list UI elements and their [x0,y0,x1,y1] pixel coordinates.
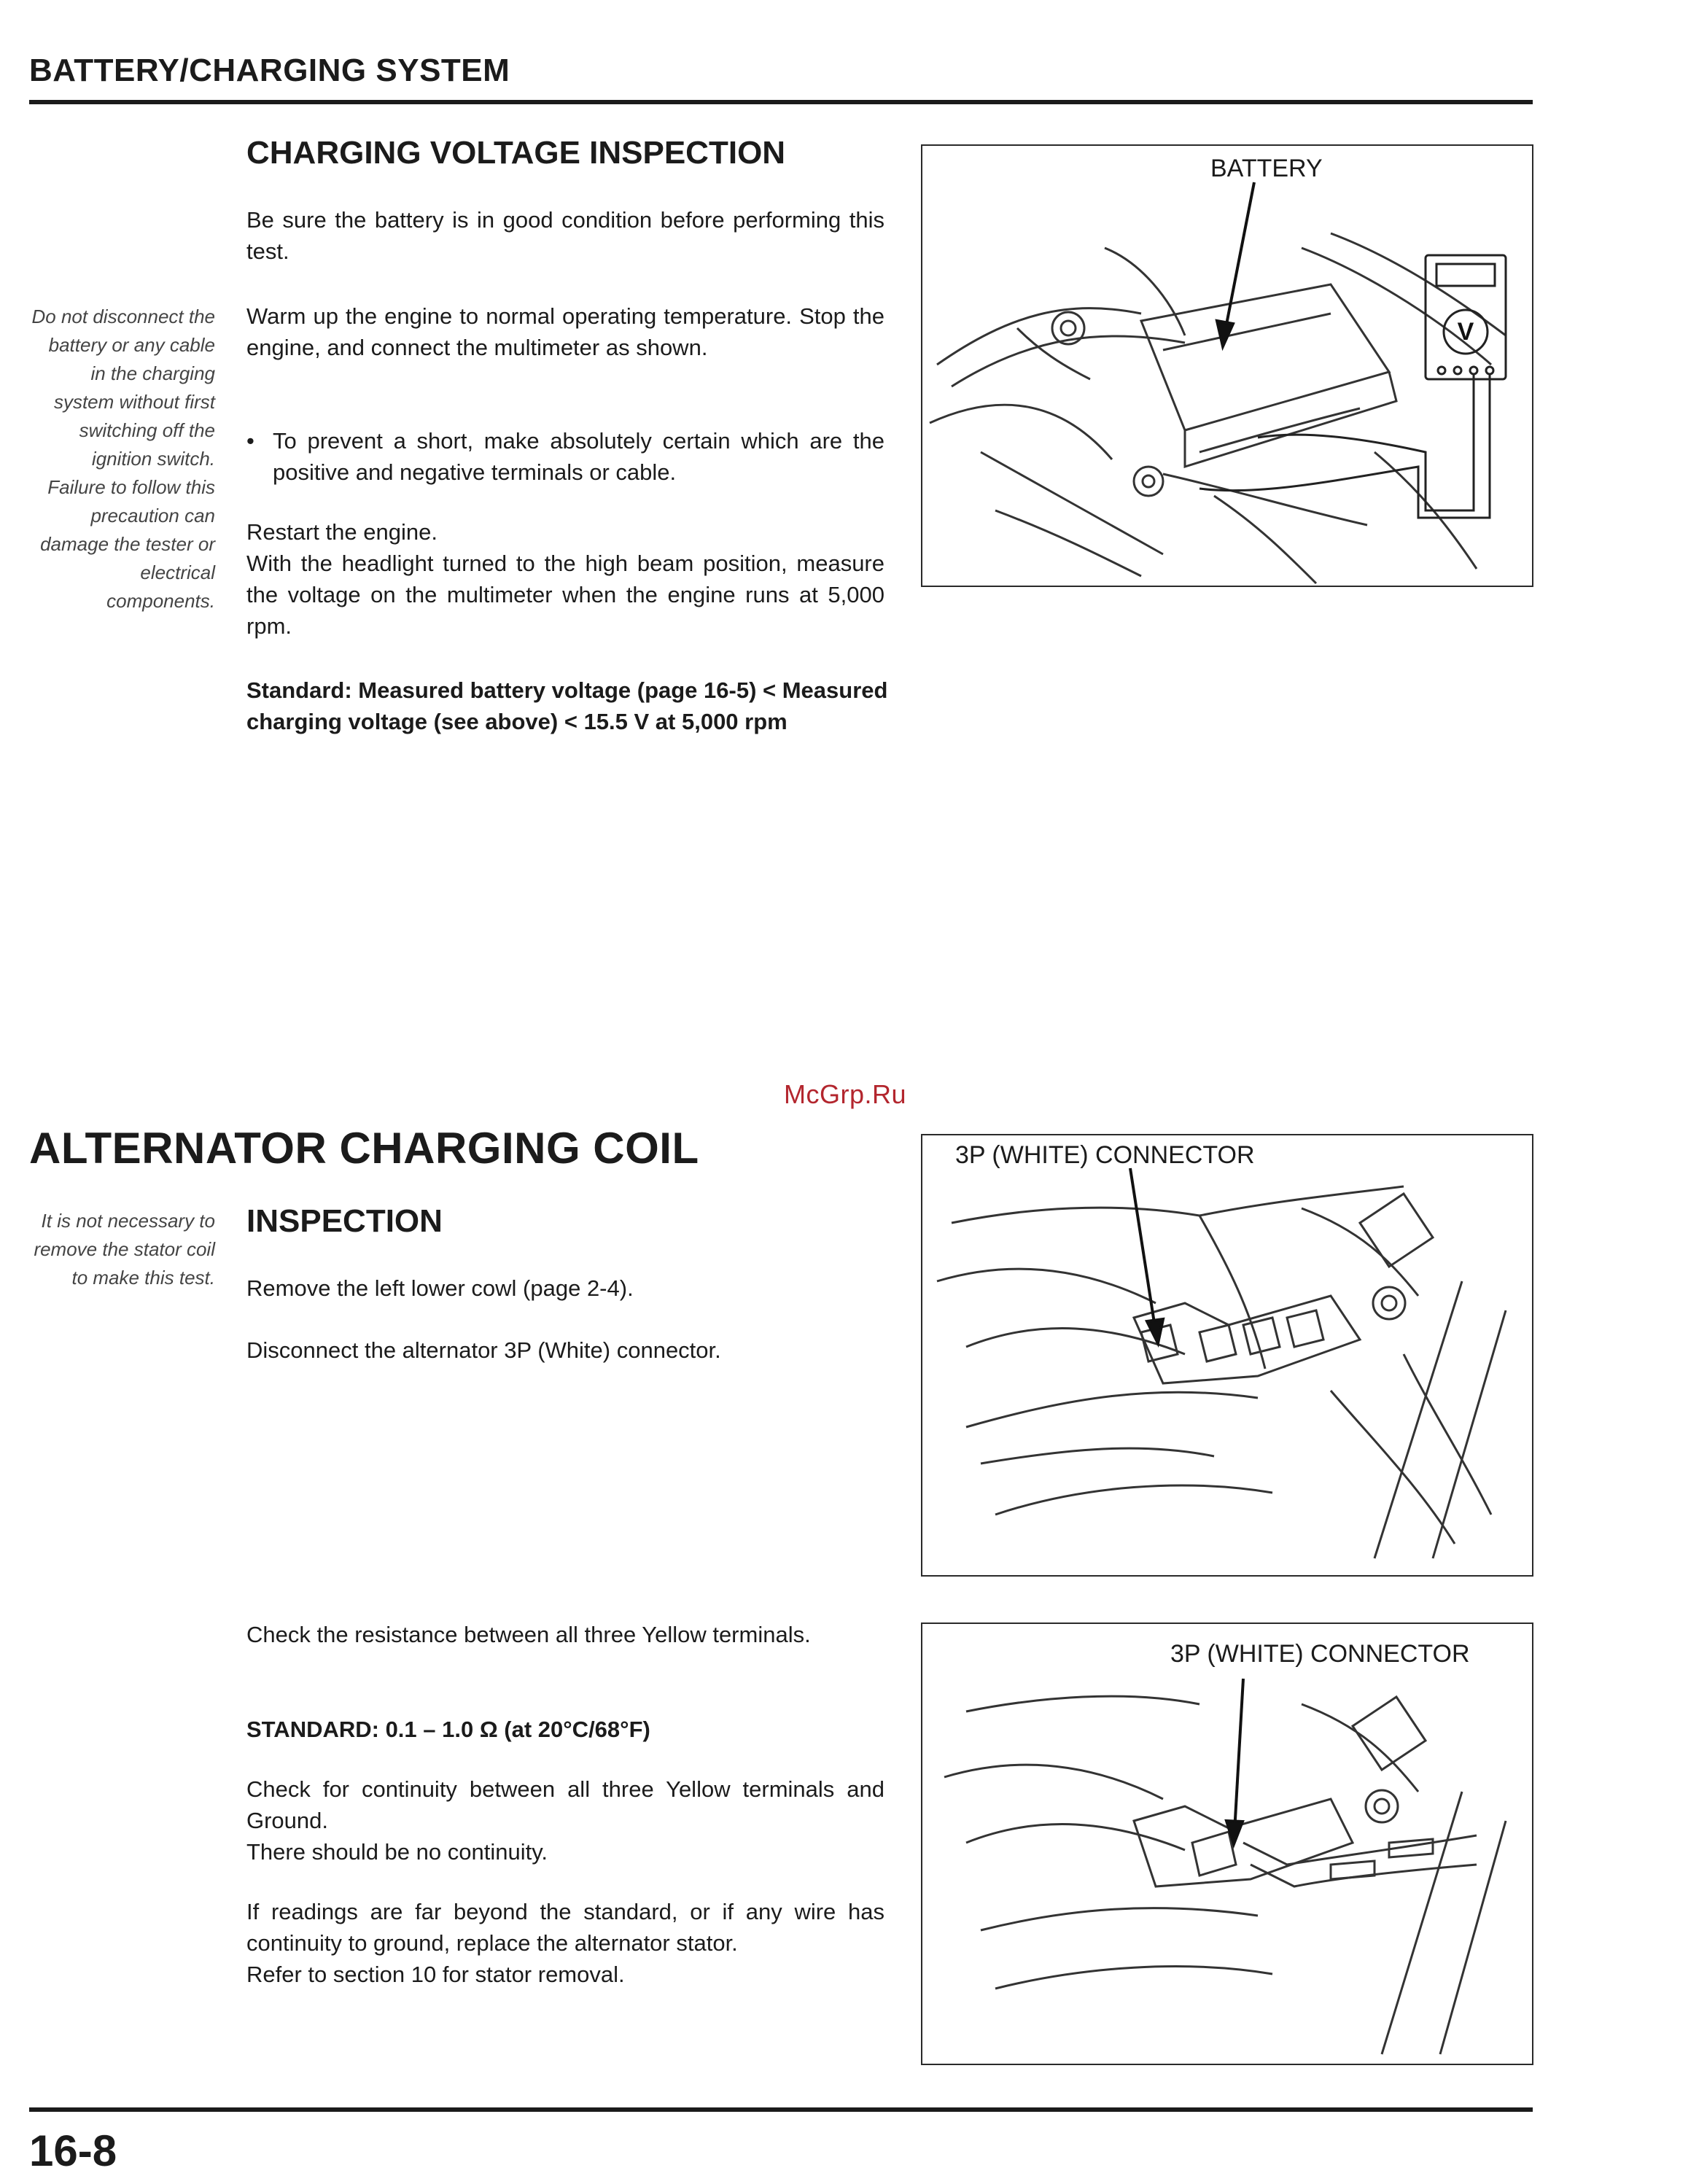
voltage-standard: Standard: Measured battery voltage (page 16-5) < Measured charging voltage (see above) < 15.5 V at 5,000 rpm [246,677,888,734]
section-title-charging-voltage: CHARGING VOLTAGE INSPECTION [246,135,786,171]
battery-illustration [922,146,1532,586]
side-note-disconnect-warning: Do not disconnect the battery or any cable in the charging system without first switching off the ignition switch. Failure to follow this precaution can damage the tester or electrical components. [31,306,215,612]
disconnect-connector-step: Disconnect the alternator 3P (White) connector. [246,1337,721,1363]
refer-text: Refer to section 10 for stator removal. [246,1962,625,1987]
section-title-alternator: ALTERNATOR CHARGING COIL [29,1124,699,1173]
inspection-subtitle: INSPECTION [246,1203,443,1239]
connector-illustration-2 [922,1624,1532,2064]
bullet-dot: • [246,428,254,454]
continuity-step [246,1773,884,1868]
continuity-check-text: Check for continuity between all three Yellow terminals and Ground. [246,1776,884,1833]
connector-illustration-1 [922,1135,1532,1575]
warmup-paragraph: Warm up the engine to normal operating temperature. Stop the engine, and connect the multimeter as shown. [246,303,884,360]
check-resistance-step: Check the resistance between all three Yellow terminals. [246,1622,811,1647]
measure-text: With the headlight turned to the high beam position, measure the voltage on the multimeter when the engine runs at 5,000 rpm. [246,551,884,639]
meter-symbol: V [1457,318,1474,346]
resistance-standard: STANDARD: 0.1 – 1.0 Ω (at 20°C/68°F) [246,1717,650,1742]
restart-line: Restart the engine. [246,519,438,545]
side-note-stator: It is not necessary to remove the stator coil to make this test. [34,1210,215,1289]
readings-text: If readings are far beyond the standard, or if any wire has continuity to ground, replace the alternator stator. [246,1899,884,1956]
connector-label-1: 3P (WHITE) CONNECTOR [955,1141,1255,1169]
battery-multimeter-figure [921,144,1533,587]
page-number: 16-8 [29,2126,117,2175]
replacement-step [246,1896,884,1990]
connector-label-2: 3P (WHITE) CONNECTOR [1170,1640,1470,1668]
connector-figure-1 [921,1134,1533,1577]
header-rule [29,100,1533,104]
intro-paragraph: Be sure the battery is in good condition before performing this test. [246,207,884,264]
remove-cowl-step: Remove the left lower cowl (page 2-4). [246,1275,634,1301]
no-continuity-text: There should be no continuity. [246,1839,548,1865]
site-watermark: McGrp.Ru [784,1079,907,1109]
connector-figure-2 [921,1623,1533,2065]
page-header-title: BATTERY/CHARGING SYSTEM [29,53,510,88]
restart-paragraph [246,516,884,642]
footer-rule [29,2107,1533,2112]
short-circuit-bullet [246,425,884,488]
bullet-text: To prevent a short, make absolutely certain which are the positive and negative terminals or cable. [273,428,884,485]
battery-label: BATTERY [1210,155,1323,182]
